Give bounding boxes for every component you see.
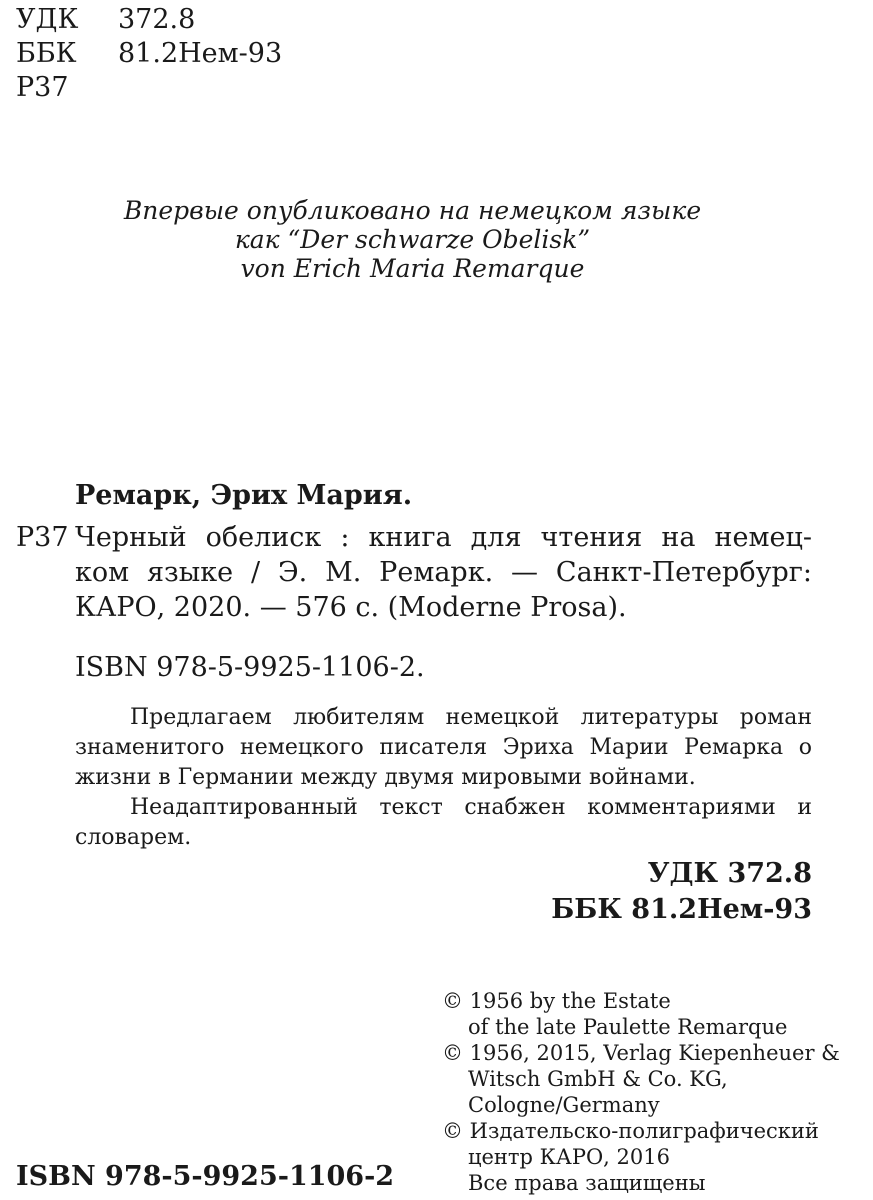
copyright-block	[442, 988, 840, 1196]
isbn-line: ISBN 978-5-9925-1106-2.	[75, 652, 425, 683]
annotation-p2-line2: словарем.	[75, 825, 192, 850]
bbk-value: 81.2Нем-93	[118, 38, 283, 69]
annotation	[75, 703, 812, 853]
author-mark-label: Р37	[16, 72, 69, 103]
author-heading: Ремарк, Эрих Мария.	[75, 480, 413, 511]
copyright-line: Cologne/Germany	[468, 1093, 660, 1117]
copyright-line: © 1956, 2015, Verlag Kiepenheuer &	[442, 1041, 840, 1065]
udk-code-right: УДК 372.8	[647, 858, 812, 889]
publication-note-line2: как “Der schwarze Obelisk”	[234, 225, 591, 254]
publication-note-line3: von Erich Maria Remarque	[240, 254, 585, 283]
udk-row	[16, 4, 195, 36]
copyright-line: © 1956 by the Estate	[442, 989, 671, 1013]
publication-note	[0, 196, 873, 283]
bibliography-line3: КАРО, 2020. — 576 с. (Moderne Prosa).	[75, 592, 627, 623]
publication-note-line1: Впервые опубликовано на немецком языке	[123, 196, 702, 225]
copyright-line: © Издательско-полиграфический	[442, 1119, 819, 1143]
udk-label: УДК	[16, 4, 79, 35]
bibliography-line1: Черный обелиск : книга для чтения на немец-	[75, 522, 812, 553]
bbk-label: ББК	[16, 38, 77, 69]
copyright-line: Witsch GmbH & Co. KG,	[468, 1067, 728, 1091]
author-code: Р37	[16, 522, 69, 553]
annotation-p1-line1: Предлагаем любителям немецкой литературы роман	[130, 705, 812, 730]
annotation-p1-line2: знаменитого немецкого писателя Эриха Марии Ремарка о	[75, 735, 812, 760]
classification-codes-right	[551, 856, 812, 928]
isbn-bottom: ISBN 978-5-9925-1106-2	[16, 1161, 395, 1192]
copyright-line: центр КАРО, 2016	[468, 1145, 670, 1169]
bbk-code-right: ББК 81.2Нем-93	[551, 894, 812, 925]
bbk-row	[16, 38, 282, 70]
udk-value: 372.8	[118, 4, 196, 35]
annotation-p2-line1: Неадаптированный текст снабжен комментариями и	[130, 795, 812, 820]
copyright-line: Все права защищены	[468, 1171, 706, 1195]
bibliography	[75, 520, 812, 625]
annotation-p1-line3: жизни в Германии между двумя мировыми войнами.	[75, 765, 696, 790]
bibliography-line2: ком языке / Э. М. Ремарк. — Санкт-Петербург:	[75, 557, 812, 588]
copyright-line: of the late Paulette Remarque	[468, 1015, 788, 1039]
author-mark-row	[16, 72, 118, 104]
